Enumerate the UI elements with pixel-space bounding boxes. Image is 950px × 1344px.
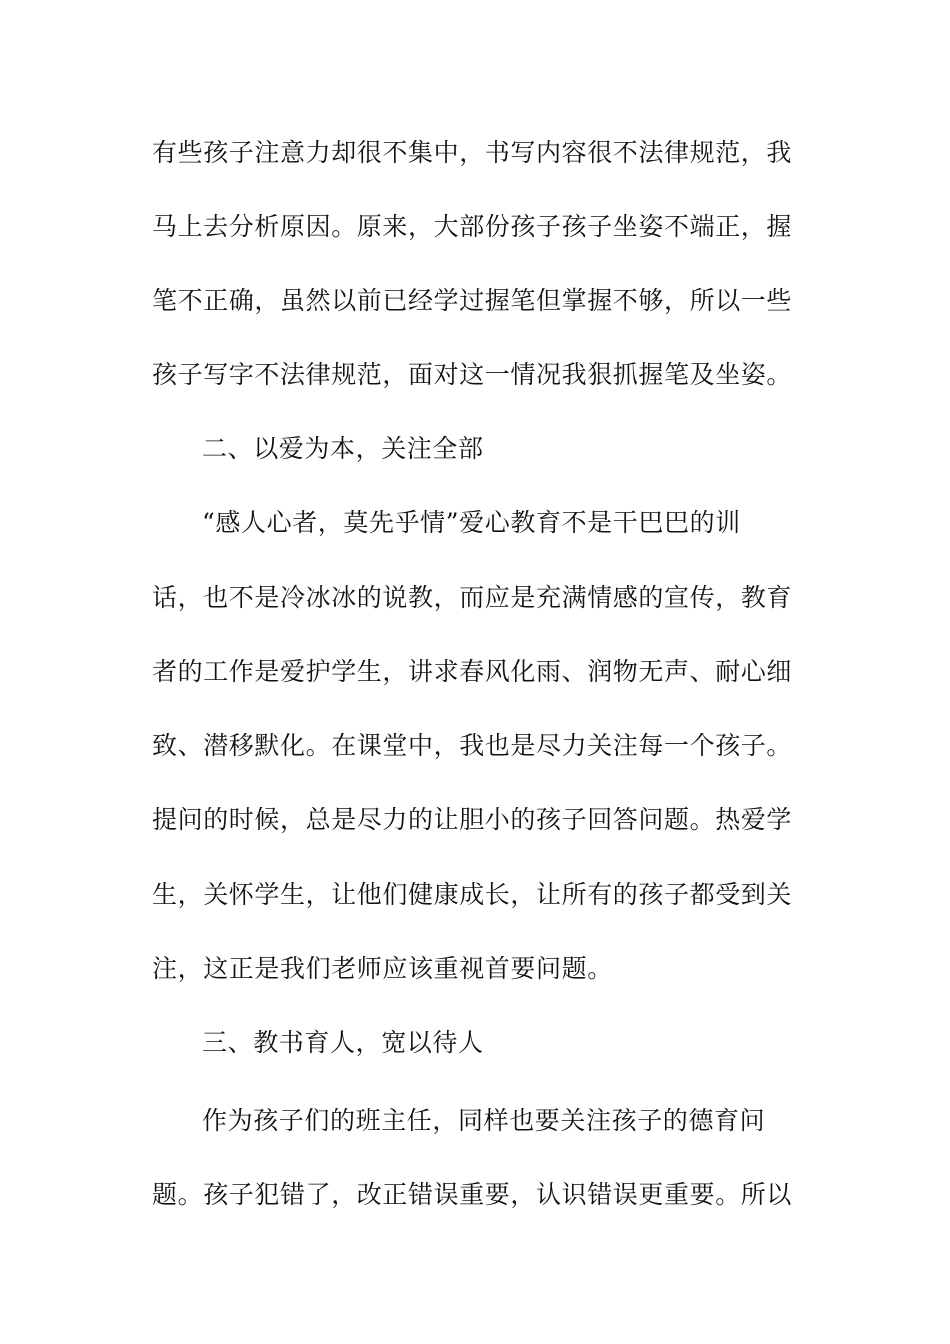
section-heading: 三、教书育人，宽以待人 [202,1028,484,1057]
paragraph-line: 致、潜移默化。在课堂中，我也是尽力关注每一个孩子。 [152,731,793,760]
paragraph-line: 提问的时候，总是尽力的让胆小的孩子回答问题。热爱学 [152,805,793,834]
section-heading: 二、以爱为本，关注全部 [202,434,484,463]
paragraph-line: 者的工作是爱护学生，讲求春风化雨、润物无声、耐心细 [152,657,793,686]
paragraph-line: 注，这正是我们老师应该重视首要问题。 [152,954,613,983]
paragraph-line: 作为孩子们的班主任，同样也要关注孩子的德育问 [202,1106,766,1135]
paragraph-line: 孩子写字不法律规范，面对这一情况我狠抓握笔及坐姿。 [152,360,793,389]
paragraph-line: 题。孩子犯错了，改正错误重要，认识错误更重要。所以 [152,1180,793,1209]
paragraph-line: 马上去分析原因。原来，大部份孩子孩子坐姿不端正，握 [152,212,793,241]
paragraph-line: 有些孩子注意力却很不集中，书写内容很不法律规范，我 [152,138,793,167]
paragraph-line: “感人心者，莫先乎情”爱心教育不是干巴巴的训 [202,508,741,537]
paragraph-line: 生，关怀学生，让他们健康成长，让所有的孩子都受到关 [152,880,793,909]
paragraph-line: 话，也不是冷冰冰的说教，而应是充满情感的宣传，教育 [152,583,793,612]
paragraph-line: 笔不正确，虽然以前已经学过握笔但掌握不够，所以一些 [152,286,793,315]
